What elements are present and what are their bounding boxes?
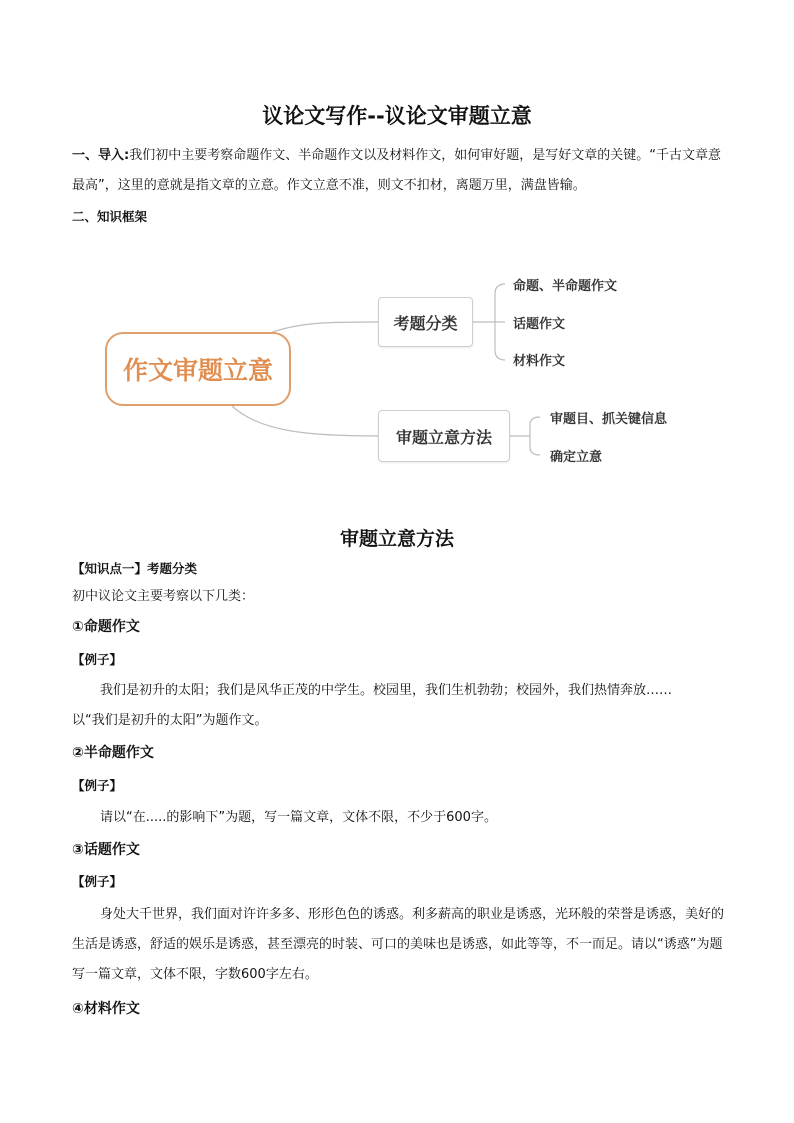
mindmap-leaf: 话题作文 [513, 317, 566, 332]
example-label: 【例子】 [72, 874, 123, 889]
mindmap-leaf: 确定立意 [550, 450, 603, 465]
page-title: 议论文写作--议论文审题立意 [262, 104, 532, 128]
mindmap-branch-methods: 审题立意方法 [378, 410, 510, 462]
example-text: 请以“在.....的影响下”为题，写一篇文章，文体不限，不少于600字。 [100, 810, 497, 825]
intro-text: 我们初中主要考察命题作文、半命题作文以及材料作文，如何审好题，是写好文章的关键。“千古文章意最高”，这里的意就是指文章的立意。作文立意不准，则文不扣材，离题万里，满盘皆输。 [72, 148, 721, 193]
mindmap-root: 作文审题立意 [105, 332, 291, 406]
item-heading: ④材料作文 [72, 1001, 140, 1017]
mindmap-branch-exam-types: 考题分类 [378, 297, 473, 347]
item-heading: ③话题作文 [72, 842, 140, 858]
item-heading: ①命题作文 [72, 619, 140, 635]
example-label: 【例子】 [72, 778, 123, 793]
lead-text: 初中议论文主要考察以下几类： [72, 589, 255, 604]
mindmap-leaf: 审题目、抓关键信息 [550, 412, 668, 427]
framework-heading: 二、知识框架 [72, 209, 148, 224]
mindmap-leaf: 材料作文 [513, 354, 566, 369]
example-label: 【例子】 [72, 652, 123, 667]
knowledge-point-label: 【知识点一】考题分类 [72, 561, 198, 576]
example-text: 我们是初升的太阳；我们是风华正茂的中学生。校园里，我们生机勃勃；校园外，我们热情奔放…… [100, 683, 673, 698]
intro-label: 一、导入: [72, 148, 130, 163]
example-text: 身处大千世界，我们面对许许多多、形形色色的诱惑。利多薪高的职业是诱惑，光环般的荣誉是诱惑，美好的生活是诱惑，舒适的娱乐是诱惑，甚至漂亮的时装、可口的美味也是诱惑，如此等等，不一而足。请以“诱惑”为题写一篇文章，文体不限，字数600字左右。 [72, 907, 725, 982]
example-text: 以“我们是初升的太阳”为题作文。 [72, 713, 268, 728]
item-heading: ②半命题作文 [72, 745, 154, 761]
mindmap-leaf: 命题、半命题作文 [513, 279, 618, 294]
section-title: 审题立意方法 [339, 528, 454, 550]
